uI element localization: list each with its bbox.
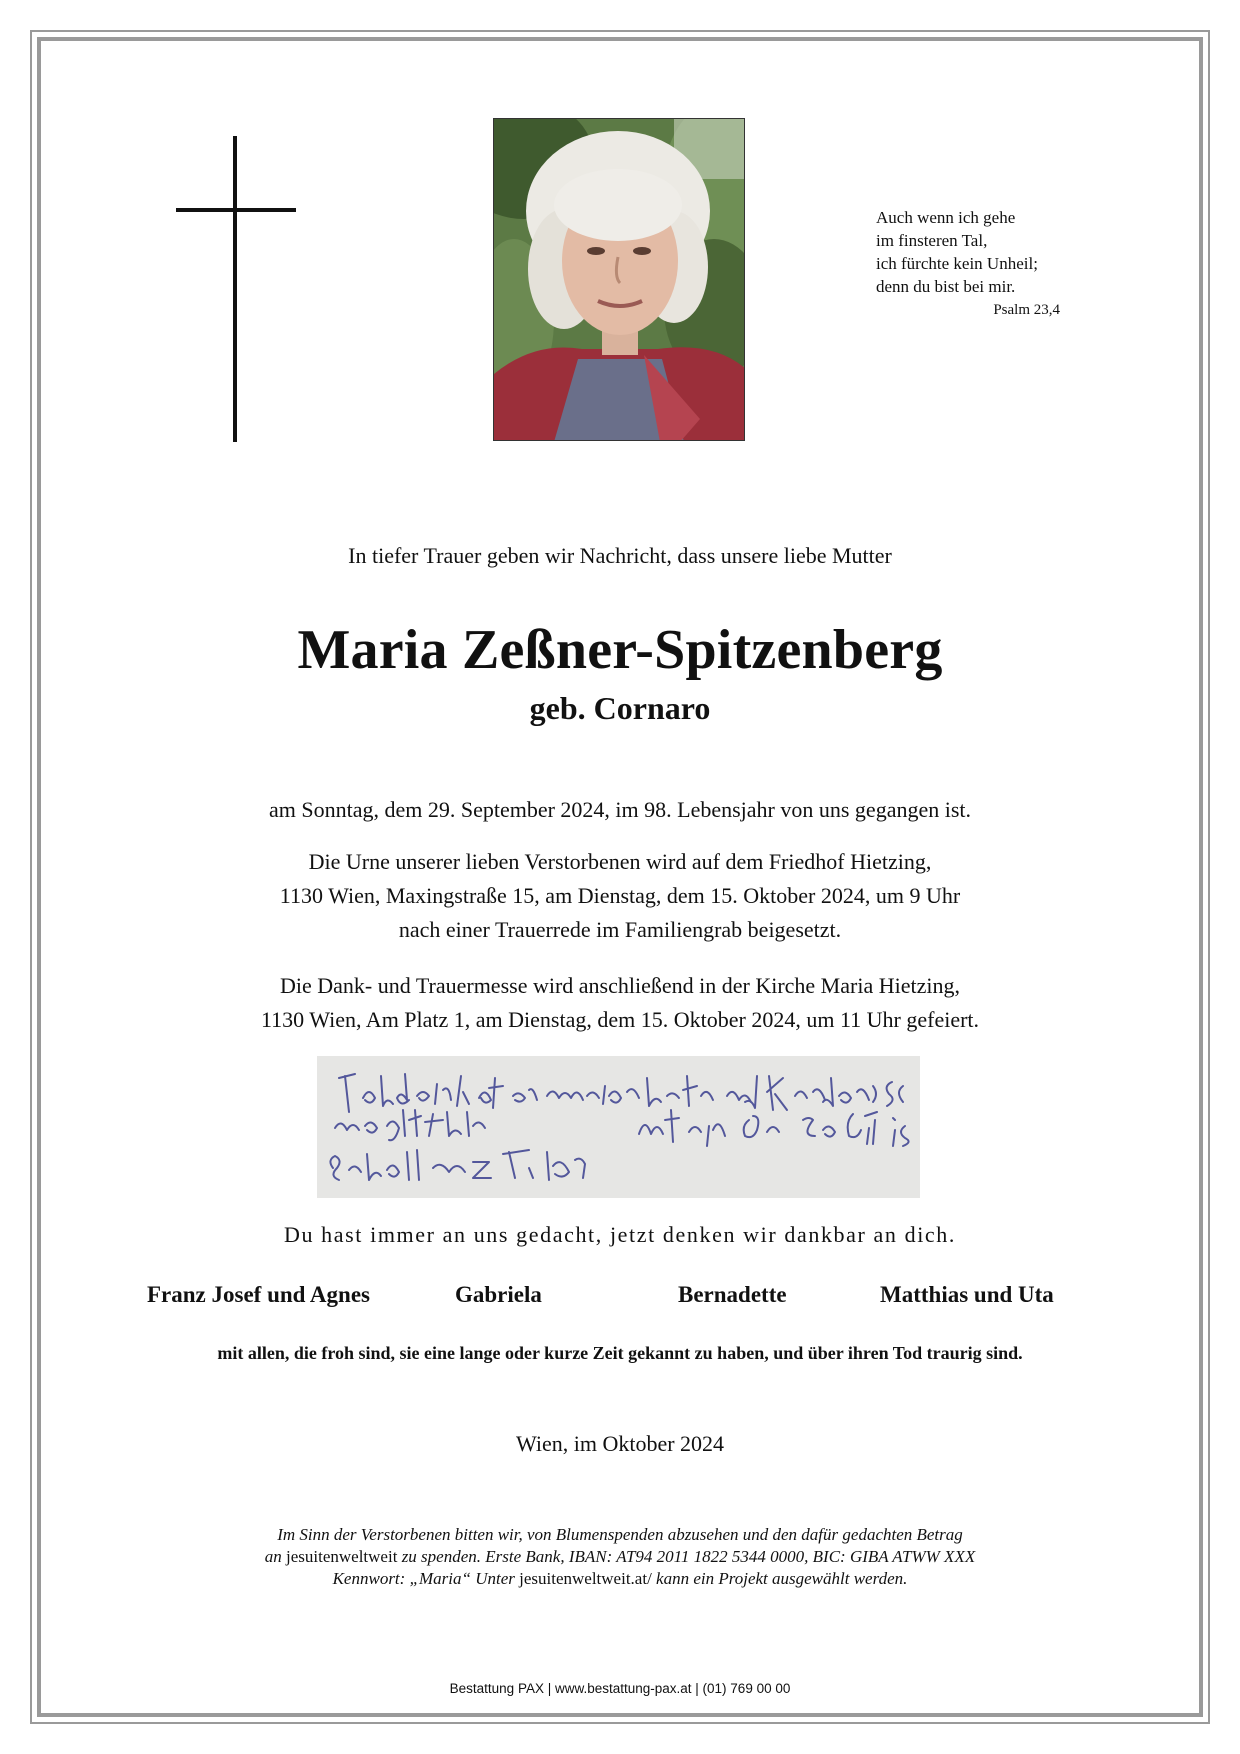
death-date-line: am Sonntag, dem 29. September 2024, im 98. Lebensjahr von uns gegangen ist.: [268, 797, 972, 822]
signature-name: Bernadette: [678, 1282, 787, 1307]
psalm-line: ich fürchte kein Unheil;: [876, 254, 1038, 273]
donation-line: [60, 1546, 1180, 1568]
birth-name: geb. Cornaro: [529, 690, 711, 726]
footer-contact: Bestattung PAX | www.bestattung-pax.at | (01) 769 00 00: [449, 1681, 791, 1696]
burial-line: nach einer Trauerrede im Familiengrab beigesetzt.: [398, 917, 842, 942]
signature-name: Franz Josef und Agnes: [147, 1282, 370, 1307]
mass-line: 1130 Wien, Am Platz 1, am Dienstag, dem 15. Oktober 2024, um 11 Uhr gefeiert.: [260, 1007, 980, 1032]
handwritten-note-image: [317, 1056, 920, 1198]
intro-text: In tiefer Trauer geben wir Nachricht, dass unsere liebe Mutter: [348, 543, 892, 568]
psalm-line: im finsteren Tal,: [876, 231, 988, 250]
signature-name: Gabriela: [455, 1282, 542, 1307]
donation-link[interactable]: jesuitenweltweit: [286, 1547, 398, 1566]
place-date: Wien, im Oktober 2024: [515, 1431, 725, 1456]
donation-line: [60, 1568, 1180, 1590]
mourners-line: mit allen, die froh sind, sie eine lange oder kurze Zeit gekannt zu haben, und über ihren Tod traurig sind.: [217, 1343, 1023, 1363]
thanks-line: Du hast immer an uns gedacht, jetzt denken wir dankbar an dich.: [283, 1222, 956, 1247]
psalm-line: Auch wenn ich gehe: [876, 208, 1016, 227]
donation-text: Kennwort: „Maria“ Unter: [332, 1569, 520, 1588]
portrait-photo: [493, 118, 745, 441]
donation-text: kann ein Projekt ausgewählt werden.: [651, 1569, 908, 1588]
burial-line: 1130 Wien, Maxingstraße 15, am Dienstag, dem 15. Oktober 2024, um 9 Uhr: [279, 883, 961, 908]
donation-notice: [60, 1524, 1180, 1590]
burial-line: Die Urne unserer lieben Verstorbenen wird auf dem Friedhof Hietzing,: [308, 849, 932, 874]
cross-icon: [176, 136, 296, 442]
psalm-line: denn du bist bei mir.: [876, 277, 1016, 296]
psalm-quote: [876, 206, 1076, 322]
donation-link[interactable]: jesuitenweltweit.at/: [519, 1569, 652, 1588]
donation-text: zu spenden. Erste Bank, IBAN: AT94 2011 1822 5344 0000, BIC: GIBA ATWW XXX: [397, 1547, 976, 1566]
donation-line: Im Sinn der Verstorbenen bitten wir, von Blumenspenden abzusehen und den dafür gedachten Betrag: [277, 1525, 963, 1544]
mass-line: Die Dank- und Trauermesse wird anschließend in der Kirche Maria Hietzing,: [280, 973, 960, 998]
burial-paragraph: [60, 845, 1180, 947]
signature-name: Matthias und Uta: [880, 1282, 1054, 1307]
psalm-reference: Psalm 23,4: [993, 302, 1060, 318]
deceased-name: Maria Zeßner-Spitzenberg: [297, 619, 943, 681]
mass-paragraph: [60, 969, 1180, 1037]
donation-text: an: [264, 1547, 287, 1566]
